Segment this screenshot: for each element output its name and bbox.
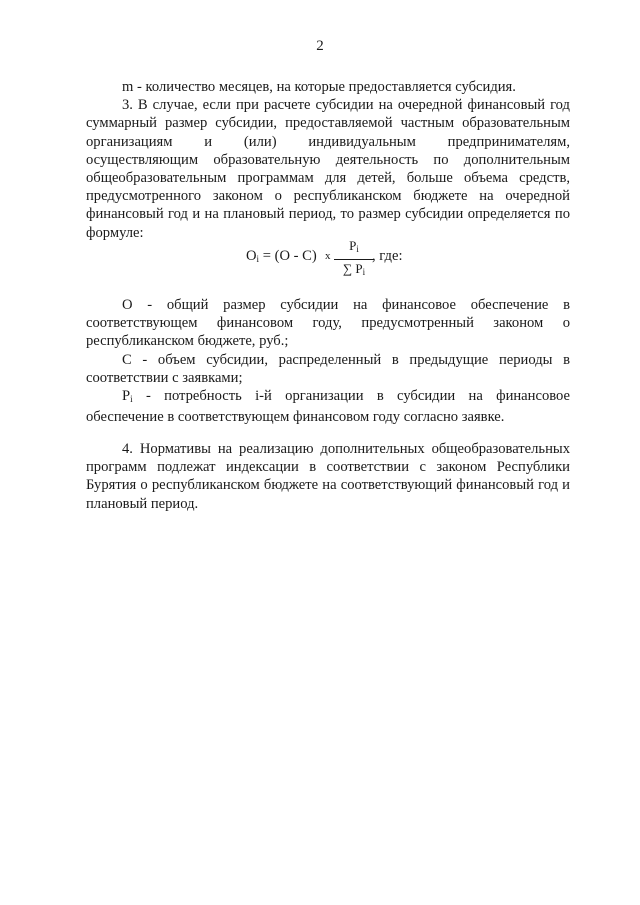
formula-where: , где: [372,248,403,264]
definitions-text [86,296,570,426]
formula-fraction [334,238,374,280]
formula-numerator: $P_i$ [349,238,359,254]
definition-c: C - объем субсидии, распределенный в предыдущие периоды в соответствии с заявками; [86,351,570,386]
formula-lhs: $O_i = (O - C)$ [246,248,317,264]
paragraph-item-4: 4. Нормативы на реализацию дополнительных общеобразовательных программ подлежат индексации в соответствии с законом Республики Бурятия о республиканском бюджете на соответствующий финансовый год и плановый период. [86,441,570,512]
norms-text [86,440,570,513]
fraction-bar [334,259,374,260]
definition-pi: $P_i$ - потребность i-й организации в субсидии на финансовое обеспечение в соответствующем финансовом году согласно заявке. [86,388,570,426]
formula-times: x [325,250,331,262]
page-number: 2 [316,38,324,54]
paragraph-item-3: 3. В случае, если при расчете субсидии на очередной финансовый год суммарный размер субсидии, предоставляемой частным образовательным организациям и (или) индивидуальным предпринимателям, осуществляющим образовательную деятельность по дополнительным общеобразовательным программам для детей, больше объема средств, предусмотренного законом о республиканском бюджете на очередной финансовый год и на плановый период, то размер субсидии определяется по формуле: [86,97,570,241]
paragraph-months: m - количество месяцев, на которые предоставляется субсидия. [122,79,516,95]
definition-o: O - общий размер субсидии на финансовое обеспечение в соответствующем финансовом году, предусмотренный законом о республиканском бюджете, руб.; [86,297,570,350]
intro-text [86,78,570,242]
formula-denominator: ∑ $P_i$ [342,261,366,277]
